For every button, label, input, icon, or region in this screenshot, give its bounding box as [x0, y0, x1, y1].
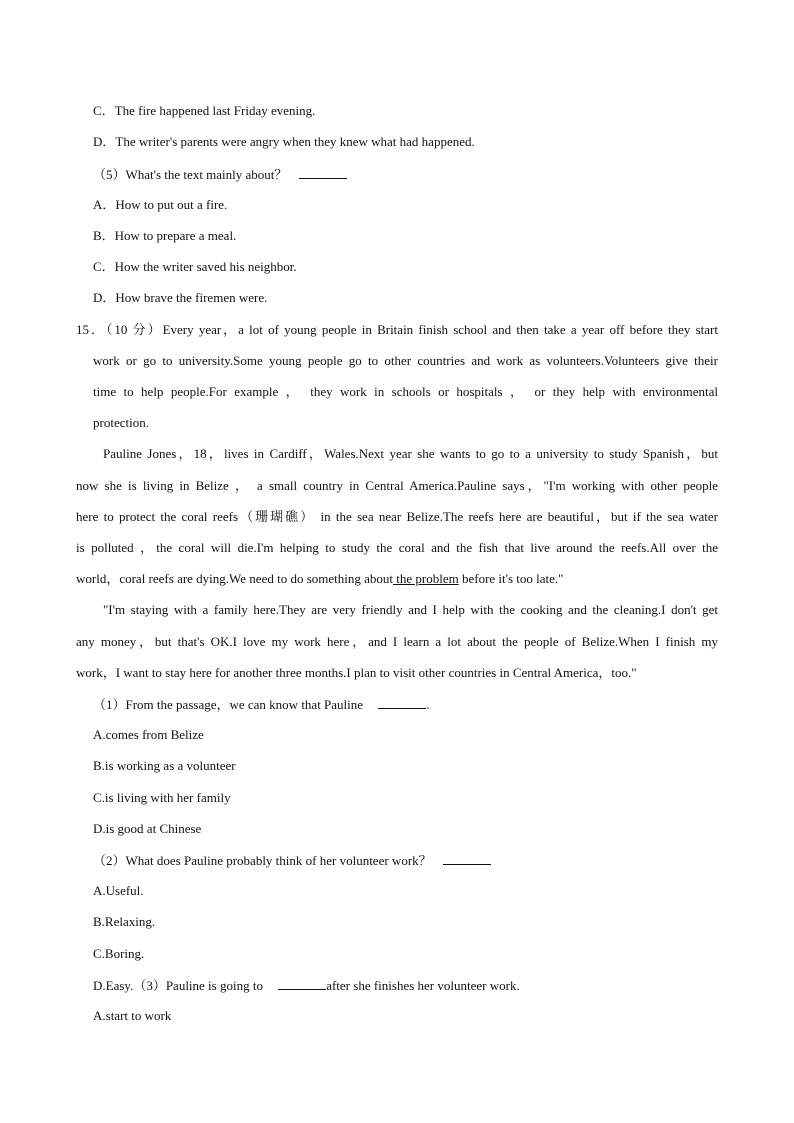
q14-sub5-option-a: A．How to put out a fire. [93, 197, 228, 212]
q14-option-c: C．The fire happened last Friday evening. [93, 103, 316, 118]
answer-blank [378, 696, 426, 709]
q14-sub5-option-b: B．How to prepare a meal. [93, 228, 237, 243]
q15-sub2-option-c: C.Boring. [93, 946, 145, 961]
q15-sub1-option-a: A.comes from Belize [93, 727, 204, 742]
q15-sub1-text: （1）From the passage，we can know that Pauline [93, 697, 364, 712]
underlined-phrase: the problem [393, 571, 459, 586]
q15-para2-line: Pauline Jones，18，lives in Cardiff，Wales.Next year she wants to go to a university to study Spanish，but [103, 446, 718, 461]
q15-intro-line: work or go to university.Some young people go to other countries and work as volunteers.Volunteers give their [93, 353, 718, 368]
q14-sub5-option-c: C．How the writer saved his neighbor. [93, 259, 297, 274]
q15-sub3-text: D.Easy.（3）Pauline is going to [93, 978, 263, 993]
q15-sub1-option-b: B.is working as a volunteer [93, 758, 236, 773]
q15-sub3-option-a: A.start to work [93, 1008, 172, 1023]
para2-text: before it's too late." [458, 571, 564, 586]
q15-para3-line: "I'm staying with a family here.They are very friendly and I help with the cooking and the cleaning.I don't get [103, 602, 718, 617]
q14-sub5-text: （5）What's the text mainly about？ [93, 167, 288, 182]
q14-sub5-question [93, 166, 347, 183]
q15-sub2-option-a: A.Useful. [93, 883, 144, 898]
q15-sub1-question [93, 696, 430, 713]
q15-sub1-option-c: C.is living with her family [93, 790, 231, 805]
answer-blank [278, 977, 326, 990]
q15-para3-line: any money，but that's OK.I love my work here，and I learn a lot about the people of Belize.When I finish my [76, 634, 718, 649]
q15-sub2-question [93, 852, 491, 869]
q15-sub1-option-d: D.is good at Chinese [93, 821, 202, 836]
para2-text: world，coral reefs are dying.We need to do something about [76, 571, 393, 586]
q15-sub2-option-d-and-sub3 [93, 977, 520, 994]
sub1-period: . [426, 697, 430, 712]
q15-para2-last-line [76, 571, 563, 587]
q14-sub5-option-d: D．How brave the firemen were. [93, 290, 268, 305]
q15-sub3-after: after she finishes her volunteer work. [326, 978, 520, 993]
q15-para3-line: work，I want to stay here for another three months.I plan to visit other countries in Central America，too." [76, 665, 637, 680]
answer-blank [443, 852, 491, 865]
q15-intro-line: protection. [93, 415, 149, 430]
answer-blank [299, 166, 347, 179]
q15-sub2-option-b: B.Relaxing. [93, 914, 156, 929]
q15-para2-line: is polluted ，the coral will die.I'm helping to study the coral and the fish that live around the reefs.All over the [76, 540, 718, 555]
q15-para2-line: here to protect the coral reefs（珊瑚礁） in the sea near Belize.The reefs here are beautiful，but if the sea water [76, 509, 718, 524]
q15-intro-line: 15．（10 分）Every year，a lot of young people in Britain finish school and then take a year off before they start [76, 322, 718, 337]
q15-para2-line: now she is living in Belize ， a small country in Central America.Pauline says，"I'm working with other people [76, 478, 718, 493]
q14-option-d: D．The writer's parents were angry when they knew what had happened. [93, 134, 475, 149]
q15-sub2-text: （2）What does Pauline probably think of her volunteer work？ [93, 853, 432, 868]
q15-intro-line: time to help people.For example ， they work in schools or hospitals ， or they help with environmental [93, 384, 718, 399]
